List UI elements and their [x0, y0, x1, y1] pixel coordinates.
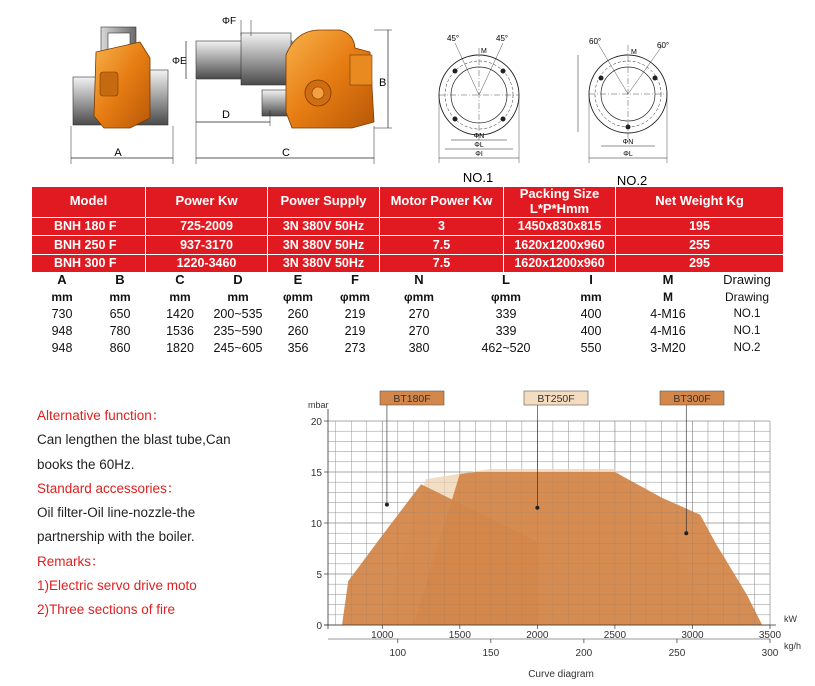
dim-cell: 273: [344, 340, 366, 355]
dim-cell: 339: [495, 306, 517, 321]
spec-cell: 1620x1200x960: [504, 254, 616, 273]
no1-angle-left: 45°: [447, 34, 460, 43]
dim-header: Drawing: [723, 272, 771, 287]
dim-cell: 260: [287, 323, 309, 338]
dim-cell: 1820: [166, 340, 194, 355]
x-tick-label: 1000: [371, 630, 394, 641]
spec-header-power: Power Kw: [146, 187, 268, 218]
dim-header: F: [351, 272, 359, 287]
dim-cell: 550: [580, 340, 602, 355]
no2-angle-right: 60°: [657, 41, 670, 50]
series-area-bt300f: [413, 472, 762, 625]
no2-m-label: M: [631, 49, 637, 56]
spec-cell: BNH 180 F: [32, 217, 146, 236]
dim-cell: 4-M16: [650, 323, 686, 338]
x-tick-label: 1500: [448, 630, 471, 641]
dim-cell: 380: [408, 340, 430, 355]
dim-cell: 3-M20: [650, 340, 686, 355]
dim-header: E: [293, 272, 303, 287]
table-row: [36, 339, 784, 356]
spec-header-motor: Motor Power Kw: [380, 187, 504, 218]
x-axis-label: kW: [784, 614, 797, 624]
dim-cell: 860: [109, 340, 131, 355]
spec-cell: 295: [616, 254, 784, 273]
dim-cell: 235~590: [213, 323, 263, 338]
spec-cell: 3N 380V 50Hz: [268, 254, 380, 273]
dim-cell: 462~520: [481, 340, 531, 355]
spec-cell: 1220-3460: [146, 254, 268, 273]
legend-label-bt250f: BT250F: [537, 393, 575, 405]
dim-cell: NO.1: [733, 307, 761, 320]
alternative-function-title: Alternative function：: [37, 408, 166, 423]
dim-cell: 650: [109, 306, 131, 321]
dim-e-label: ΦE: [172, 56, 187, 67]
table-row: [36, 305, 784, 322]
table-row: [32, 236, 784, 255]
dim-cell: 1420: [166, 306, 194, 321]
alternative-function-text: Can lengthen the blast tube,Can: [37, 432, 231, 448]
alternative-function-text: books the 60Hz.: [37, 456, 135, 472]
spec-cell: 1450x830x815: [504, 217, 616, 236]
dim-unit: mm: [580, 289, 602, 304]
dim-header: A: [57, 272, 67, 287]
x2-axis-label: kg/h: [784, 641, 802, 651]
dim-cell: 339: [495, 323, 517, 338]
dim-cell: 270: [408, 306, 430, 321]
dim-b-label: B: [379, 77, 387, 89]
spec-cell: 255: [616, 236, 784, 255]
spec-header-packing: Packing Size L*P*Hmm: [504, 187, 616, 218]
dim-cell: NO.1: [733, 324, 761, 337]
spec-cell: 7.5: [380, 236, 504, 255]
dim-a-label: A: [114, 147, 122, 159]
no2-title: NO.2: [616, 173, 648, 186]
dim-cell: 400: [580, 306, 602, 321]
legend-label-bt300f: BT300F: [673, 393, 711, 405]
dim-cell: 730: [51, 306, 73, 321]
dim-unit-row: [36, 288, 784, 305]
dim-unit: mm: [169, 289, 191, 304]
dim-cell: 948: [51, 323, 73, 338]
dim-cell: 219: [344, 306, 366, 321]
curve-diagram-chart: [298, 384, 815, 686]
table-row: [36, 322, 784, 339]
no2-angle-left: 60°: [589, 37, 602, 46]
dim-unit: mm: [109, 289, 131, 304]
no1-m-label: M: [481, 48, 487, 55]
dim-unit: φmm: [491, 289, 521, 304]
dim-cell: 356: [287, 340, 309, 355]
standard-accessories-text: Oil filter-Oil line-nozzle-the: [37, 505, 196, 521]
spec-cell: 195: [616, 217, 784, 236]
spec-table: [31, 186, 784, 273]
spec-cell: 3N 380V 50Hz: [268, 236, 380, 255]
dim-unit: φmm: [283, 289, 313, 304]
y-tick-label: 5: [316, 570, 322, 581]
no1-l-label: ΦL: [474, 142, 484, 149]
x2-tick-label: 150: [482, 648, 500, 659]
spec-cell: 937-3170: [146, 236, 268, 255]
x2-tick-label: 250: [668, 648, 686, 659]
remarks-title: Remarks：: [37, 553, 105, 569]
dim-unit: mm: [51, 289, 73, 304]
notes-section: [37, 404, 287, 623]
dim-cell: NO.2: [733, 341, 761, 354]
y-tick-label: 20: [310, 417, 322, 428]
dim-cell: 780: [109, 323, 131, 338]
dim-header-row: [36, 271, 784, 288]
no2-n-label: ΦN: [622, 139, 634, 146]
spec-cell: 725-2009: [146, 217, 268, 236]
spec-cell: 3: [380, 217, 504, 236]
spec-header-row: [32, 187, 784, 218]
x-tick-label: 2500: [603, 630, 627, 641]
dim-cell: 219: [344, 323, 366, 338]
technical-drawings: [0, 0, 815, 186]
remarks-item: 2)Three sections of fire: [37, 602, 176, 618]
dim-header: D: [233, 272, 243, 287]
dimensions-table: [36, 271, 784, 356]
spec-cell: 7.5: [380, 254, 504, 273]
x2-tick-label: 200: [575, 648, 593, 659]
dim-f-label: ΦF: [222, 16, 237, 27]
y-tick-label: 0: [316, 621, 322, 632]
series-marker-bt180f: [385, 503, 389, 507]
dim-unit: φmm: [404, 289, 434, 304]
dim-cell: 1536: [166, 323, 194, 338]
dim-cell: 200~535: [213, 306, 263, 321]
x-tick-label: 3000: [681, 630, 704, 641]
dim-unit: φmm: [340, 289, 370, 304]
dim-cell: 270: [408, 323, 430, 338]
spec-cell: 3N 380V 50Hz: [268, 217, 380, 236]
no1-title: NO.1: [462, 170, 494, 185]
dim-header: C: [175, 272, 185, 287]
x-tick-label: 3500: [758, 630, 782, 641]
no1-n-label: ΦN: [473, 133, 485, 140]
dim-cell: 4-M16: [650, 306, 686, 321]
standard-accessories-title: Standard accessories：: [37, 480, 181, 496]
dim-header: I: [589, 272, 593, 287]
burner-front-view: [73, 27, 168, 128]
spec-header-weight: Net Weight Kg: [616, 187, 784, 218]
dim-header: M: [662, 272, 674, 287]
no1-i-label: ΦI: [475, 151, 483, 158]
dim-header: L: [502, 272, 510, 287]
spec-header-model: Model: [32, 187, 146, 218]
dim-cell: 245~605: [213, 340, 263, 355]
dim-header: N: [414, 272, 424, 287]
y-tick-label: 10: [310, 519, 322, 530]
no2-l-label: ΦL: [623, 151, 633, 158]
standard-accessories-text: partnership with the boiler.: [37, 529, 195, 545]
x-tick-label: 2000: [526, 630, 549, 641]
dim-cell: 400: [580, 323, 602, 338]
spec-header-supply: Power Supply: [268, 187, 380, 218]
spec-cell: BNH 250 F: [32, 236, 146, 255]
spec-cell: BNH 300 F: [32, 254, 146, 273]
dim-cell: 260: [287, 306, 309, 321]
dim-d-label: D: [222, 109, 230, 121]
spec-cell: 1620x1200x960: [504, 236, 616, 255]
table-row: [32, 217, 784, 236]
y-axis-label: mbar: [308, 400, 329, 410]
no1-angle-right: 45°: [496, 34, 509, 43]
dim-cell: 948: [51, 340, 73, 355]
remarks-item: 1)Electric servo drive moto: [37, 578, 197, 594]
dim-unit: mm: [227, 289, 249, 304]
series-marker-bt300f: [684, 531, 688, 535]
dim-header: B: [115, 272, 125, 287]
dim-c-label: C: [282, 147, 290, 159]
x2-tick-label: 100: [389, 648, 407, 659]
dim-unit: M: [663, 289, 673, 304]
legend-label-bt180f: BT180F: [393, 393, 431, 405]
y-tick-label: 15: [310, 468, 322, 479]
series-marker-bt250f: [535, 506, 539, 510]
x2-tick-label: 300: [761, 648, 779, 659]
dim-unit: Drawing: [724, 289, 769, 304]
chart-title: Curve diagram: [528, 669, 594, 680]
